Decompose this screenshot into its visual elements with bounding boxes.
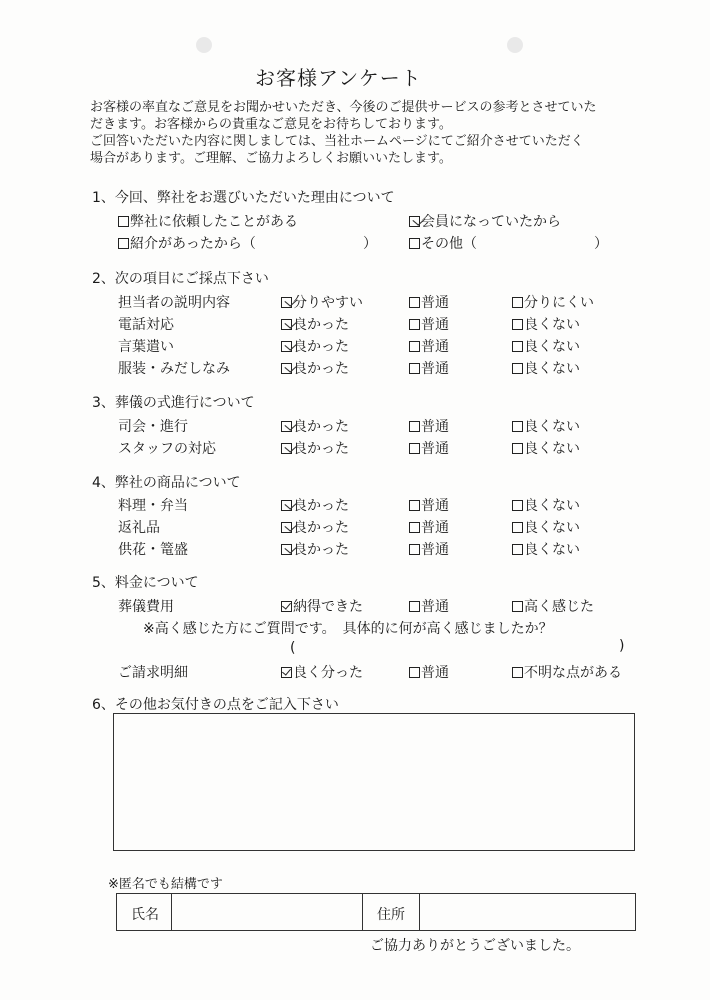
row-label: 服装・みだしなみ	[118, 361, 230, 377]
rating-option-b[interactable]: 普通	[409, 596, 449, 616]
checkbox[interactable]	[409, 667, 420, 678]
checkbox[interactable]	[512, 421, 523, 432]
checkbox-checked[interactable]	[281, 319, 292, 330]
intro-line-3: ご回答いただいた内容に関しましては、当社ホームページにてご紹介させていただく	[90, 134, 584, 149]
rating-option-a[interactable]: 良かった	[281, 336, 349, 356]
intro-line-4: 場合があります。ご理解、ご協力よろしくお願いいたします。	[90, 151, 452, 166]
rating-option-a[interactable]: 良かった	[281, 539, 349, 559]
checkbox-checked[interactable]	[281, 522, 292, 533]
s1-option-2[interactable]: 会員になっていたから	[409, 211, 561, 231]
rating-option-c[interactable]: 良くない	[512, 517, 580, 537]
rating-option-a[interactable]: 良かった	[281, 416, 349, 436]
rating-option-c[interactable]: 良くない	[512, 336, 580, 356]
checkbox[interactable]	[409, 319, 420, 330]
section-4-heading: 4、弊社の商品について	[92, 475, 241, 491]
checkbox[interactable]	[409, 363, 420, 374]
row-label: 葬儀費用	[118, 599, 174, 615]
rating-option-a[interactable]: 良かった	[281, 517, 349, 537]
s1-option-3[interactable]: 紹介があったから（	[118, 233, 256, 253]
row-label: ご請求明細	[118, 665, 188, 681]
checkbox-checked[interactable]	[281, 443, 292, 454]
row-label: 司会・進行	[118, 419, 188, 435]
contact-table	[116, 893, 636, 931]
row-label: 供花・篭盛	[118, 542, 188, 558]
checkbox[interactable]	[409, 522, 420, 533]
row-label: 料理・弁当	[118, 498, 188, 514]
s1-option-4-close: ）	[594, 236, 608, 252]
rating-option-c[interactable]: 良くない	[512, 358, 580, 378]
checkbox-checked[interactable]	[281, 500, 292, 511]
rating-option-b[interactable]: 普通	[409, 662, 449, 682]
s1-option-1[interactable]: 弊社に依頼したことがある	[118, 211, 298, 231]
checkbox[interactable]	[512, 319, 523, 330]
rating-option-b[interactable]: 普通	[409, 358, 449, 378]
row-label: 担当者の説明内容	[118, 295, 230, 311]
checkbox[interactable]	[409, 341, 420, 352]
checkbox[interactable]	[409, 601, 420, 612]
row-label: スタッフの対応	[118, 441, 216, 457]
rating-option-b[interactable]: 普通	[409, 495, 449, 515]
checkbox[interactable]	[512, 544, 523, 555]
rating-option-c[interactable]: 良くない	[512, 314, 580, 334]
checkbox[interactable]	[512, 443, 523, 454]
checkbox-checked[interactable]	[281, 601, 292, 612]
checkbox-checked[interactable]	[281, 363, 292, 374]
checkbox[interactable]	[409, 544, 420, 555]
checkbox[interactable]	[512, 341, 523, 352]
name-label: 氏名	[131, 907, 159, 923]
checkbox[interactable]	[512, 522, 523, 533]
checkbox[interactable]	[512, 601, 523, 612]
rating-option-c[interactable]: 良くない	[512, 539, 580, 559]
checkbox-checked[interactable]	[281, 421, 292, 432]
rating-option-a[interactable]: 納得できた	[281, 596, 363, 616]
rating-option-c[interactable]: 良くない	[512, 416, 580, 436]
s1-option-3-close: ）	[363, 236, 377, 252]
checkbox-checked[interactable]	[281, 544, 292, 555]
intro-line-2: だきます。お客様からの貴重なご意見をお待ちしております。	[90, 117, 452, 132]
checkbox[interactable]	[409, 238, 420, 249]
rating-option-a[interactable]: 良かった	[281, 358, 349, 378]
checkbox-checked[interactable]	[281, 297, 292, 308]
punch-hole-left	[196, 37, 212, 53]
paren-close: )	[619, 638, 625, 654]
rating-option-b[interactable]: 普通	[409, 292, 449, 312]
checkbox[interactable]	[512, 363, 523, 374]
rating-option-a[interactable]: 分りやすい	[281, 292, 363, 312]
rating-option-b[interactable]: 普通	[409, 438, 449, 458]
rating-option-a[interactable]: 良かった	[281, 314, 349, 334]
intro-line-1: お客様の率直なご意見をお聞かせいただき、今後のご提供サービスの参考とさせていた	[90, 100, 597, 115]
address-label: 住所	[377, 907, 405, 923]
rating-option-a[interactable]: 良く分った	[281, 662, 363, 682]
section-2-heading: 2、次の項目にご採点下さい	[92, 271, 269, 287]
rating-option-c[interactable]: 良くない	[512, 495, 580, 515]
paren-open: (	[290, 640, 296, 656]
checkbox[interactable]	[409, 297, 420, 308]
checkbox-checked[interactable]	[281, 667, 292, 678]
rating-option-b[interactable]: 普通	[409, 539, 449, 559]
section-1-heading: 1、今回、弊社をお選びいただいた理由について	[92, 190, 395, 206]
punch-hole-right	[507, 37, 523, 53]
section-5-heading: 5、料金について	[92, 575, 199, 591]
checkbox[interactable]	[409, 443, 420, 454]
checkbox[interactable]	[409, 500, 420, 511]
section-3-heading: 3、葬儀の式進行について	[92, 395, 255, 411]
rating-option-a[interactable]: 良かった	[281, 438, 349, 458]
anonymous-note: ※匿名でも結構です	[108, 877, 223, 892]
page-title: お客様アンケート	[255, 66, 422, 90]
checkbox[interactable]	[512, 667, 523, 678]
row-label: 返礼品	[118, 520, 160, 536]
rating-option-a[interactable]: 良かった	[281, 495, 349, 515]
rating-option-c[interactable]: 分りにくい	[512, 292, 594, 312]
rating-option-b[interactable]: 普通	[409, 336, 449, 356]
row-label: 電話対応	[118, 317, 174, 333]
followup-question: ※高く感じた方にご質問です。 具体的に何が高く感じましたか？	[143, 621, 553, 637]
name-field[interactable]	[172, 894, 363, 930]
rating-option-b[interactable]: 普通	[409, 314, 449, 334]
rating-option-b[interactable]: 普通	[409, 416, 449, 436]
checkbox[interactable]	[118, 216, 129, 227]
rating-option-c[interactable]: 良くない	[512, 438, 580, 458]
checkbox[interactable]	[512, 297, 523, 308]
s1-option-4[interactable]: その他（	[409, 233, 477, 253]
rating-option-c[interactable]: 不明な点がある	[512, 662, 622, 682]
checkbox-checked[interactable]	[409, 216, 420, 227]
checkbox[interactable]	[512, 500, 523, 511]
checkbox[interactable]	[118, 238, 129, 249]
checkbox-checked[interactable]	[281, 341, 292, 352]
thanks-message: ご協力ありがとうございました。	[370, 938, 580, 954]
rating-option-c[interactable]: 高く感じた	[512, 596, 594, 616]
checkbox[interactable]	[409, 421, 420, 432]
rating-option-b[interactable]: 普通	[409, 517, 449, 537]
comments-box[interactable]	[113, 713, 635, 851]
row-label: 言葉遣い	[118, 339, 174, 355]
section-6-heading: 6、その他お気付きの点をご記入下さい	[92, 697, 339, 713]
